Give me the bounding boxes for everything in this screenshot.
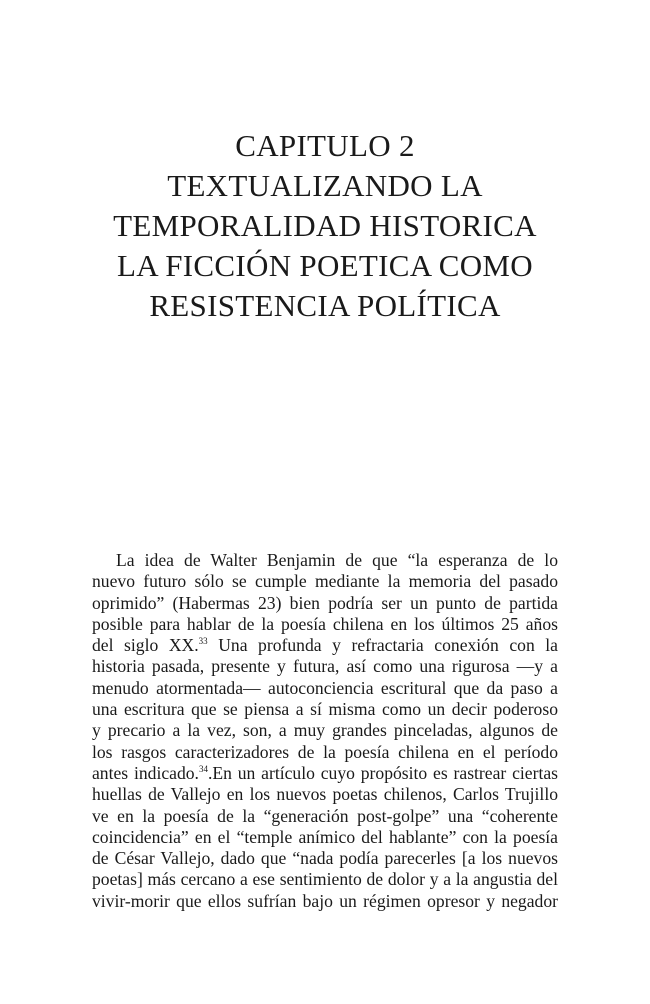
text-line: de César Vallejo, dado que “nada podía parecerles [a los nuevos bbox=[92, 848, 558, 869]
text-line: ve en la poesía de la “generación post-golpe” una “coherente bbox=[92, 805, 558, 826]
chapter-title-line: LA FICCIÓN POETICA COMO bbox=[117, 248, 533, 283]
text-line: coincidencia” en el “temple anímico del hablante” con la poesía bbox=[92, 826, 558, 847]
text-line: historia pasada, presente y futura, así como una rigurosa —y a bbox=[92, 656, 558, 677]
chapter-number: CAPITULO 2 bbox=[235, 128, 415, 163]
chapter-title-line: TEXTUALIZANDO LA bbox=[167, 168, 483, 203]
text-line: menudo atormentada— autoconciencia escritural que da paso a bbox=[92, 677, 558, 698]
text-line: posible para hablar de la poesía chilena en los últimos 25 años bbox=[92, 613, 558, 634]
body-paragraph bbox=[92, 550, 558, 912]
chapter-title bbox=[0, 126, 650, 326]
text-line: vivir-morir que ellos sufrían bajo un régimen opresor y negador bbox=[92, 890, 558, 911]
text-line: oprimido” (Habermas 23) bien podría ser un punto de partida bbox=[92, 592, 558, 613]
chapter-title-line: RESISTENCIA POLÍTICA bbox=[149, 288, 501, 323]
text-line: poetas] más cercano a ese sentimiento de dolor y a la angustia del bbox=[92, 869, 558, 890]
text-line: los rasgos caracterizadores de la poesía chilena en el período bbox=[92, 741, 558, 762]
text-line: y precario a la vez, son, a muy grandes pinceladas, algunos de bbox=[92, 720, 558, 741]
chapter-title-line: TEMPORALIDAD HISTORICA bbox=[113, 208, 537, 243]
footnote-ref[interactable]: 33 bbox=[198, 636, 208, 647]
text-line: del siglo XX.$^{33}$ Una profunda y refractaria conexión con la bbox=[92, 635, 558, 656]
text-line: antes indicado.$^{34}$.En un artículo cuyo propósito es rastrear ciertas bbox=[92, 762, 558, 783]
text-line: una escritura que se piensa a sí misma como un decir poderoso bbox=[92, 699, 558, 720]
text-line: La idea de Walter Benjamin de que “la esperanza de lo bbox=[116, 550, 558, 570]
text-line: huellas de Vallejo en los nuevos poetas chilenos, Carlos Trujillo bbox=[92, 784, 558, 805]
footnote-ref[interactable]: 34 bbox=[198, 763, 208, 774]
text-line: nuevo futuro sólo se cumple mediante la memoria del pasado bbox=[92, 571, 558, 592]
